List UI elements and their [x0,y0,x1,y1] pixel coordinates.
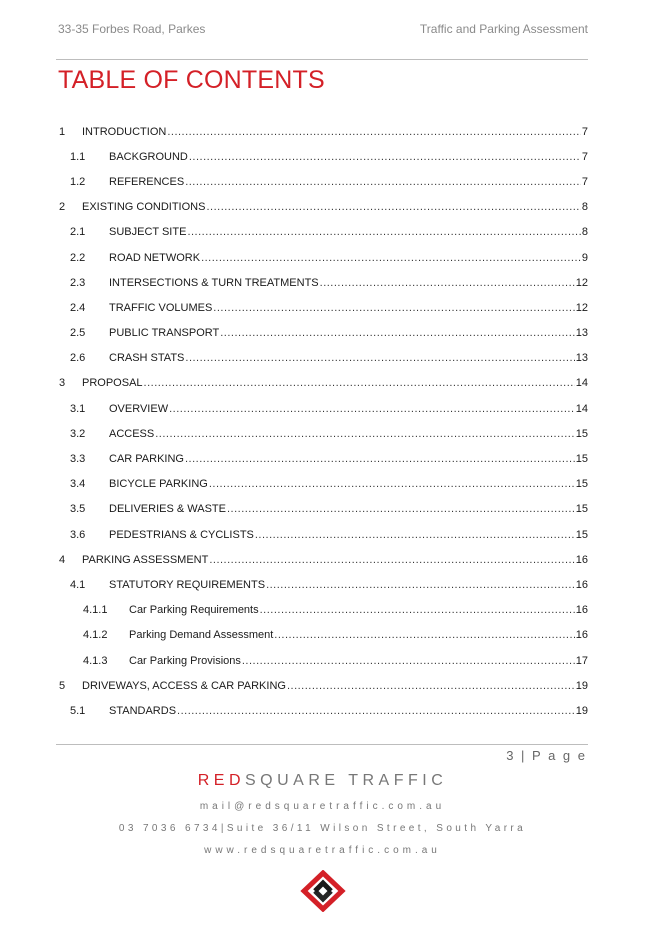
toc-entry-page: 15 [575,453,588,466]
toc-entry-page: 12 [575,301,588,314]
toc-entry-line [109,453,588,465]
toc-entry[interactable] [56,598,588,623]
toc-entry-number: 1 [59,125,66,138]
toc-dot-leader [320,277,575,289]
toc-entry-line [82,680,588,692]
toc-dot-leader [206,201,580,213]
toc-dot-leader [242,655,575,667]
toc-entry-line [82,554,588,566]
toc-entry-page: 7 [581,175,588,188]
toc-entry-number: 2 [59,201,66,214]
footer-address: 03 7036 6734|Suite 36/11 Wilson Street, South Yarra [118,823,527,834]
toc-entry-title: TRAFFIC VOLUMES [109,301,213,314]
toc-entry[interactable] [56,497,588,522]
toc-entry-line [109,529,588,541]
toc-entry[interactable] [56,270,588,295]
toc-entry-line [109,352,588,364]
toc-entry-number: 2.1 [70,226,86,239]
toc-entry-title: SUBJECT SITE [109,226,187,239]
toc-entry-page: 15 [575,528,588,541]
toc-entry-line [129,629,588,641]
toc-entry[interactable] [56,321,588,346]
toc-entry-title: Car Parking Requirements [129,604,259,617]
toc-entry-page: 14 [575,402,588,415]
toc-dot-leader [144,377,575,389]
toc-entry-line [109,277,588,289]
toc-entry-line [82,201,588,213]
page-number: 3 | P a g e [506,748,587,763]
toc-dot-leader [189,151,581,163]
toc-entry-number: 4 [59,553,66,566]
toc-entry-page: 19 [575,704,588,717]
toc-dot-leader [209,478,575,490]
toc-entry[interactable] [56,371,588,396]
toc-entry-number: 2.2 [70,251,86,264]
toc-dot-leader [213,302,574,314]
toc-entry-number: 5.1 [70,704,86,717]
toc-dot-leader [201,252,581,264]
toc-dot-leader [260,604,575,616]
toc-entry-title: INTRODUCTION [82,125,167,138]
toc-entry-number: 4.1.3 [83,654,108,667]
toc-entry[interactable] [56,472,588,497]
toc-entry-page: 7 [581,125,588,138]
toc-entry-number: 2.5 [70,327,86,340]
header-divider [56,59,588,60]
toc-entry-line [109,252,588,264]
toc-entry[interactable] [56,220,588,245]
toc-entry[interactable] [56,245,588,270]
toc-entry-number: 3.6 [70,528,86,541]
toc-dot-leader [255,529,575,541]
toc-entry[interactable] [56,295,588,320]
toc-entry-number: 3.1 [70,402,86,415]
toc-entry[interactable] [56,346,588,371]
toc-entry-page: 15 [575,478,588,491]
toc-entry[interactable] [56,446,588,471]
toc-entry-line [109,579,588,591]
toc-entry-title: INTERSECTIONS & TURN TREATMENTS [109,276,319,289]
toc-dot-leader [167,126,581,138]
toc-entry-page: 14 [575,377,588,390]
toc-entry-number: 3 [59,377,66,390]
toc-entry[interactable] [56,195,588,220]
toc-entry[interactable] [56,421,588,446]
toc-entry-number: 4.1 [70,578,86,591]
toc-entry-page: 7 [581,150,588,163]
toc-entry[interactable] [56,648,588,673]
toc-entry-page: 12 [575,276,588,289]
header-address: 33-35 Forbes Road, Parkes [58,22,206,36]
toc-entry[interactable] [56,547,588,572]
toc-entry[interactable] [56,623,588,648]
toc-entry-title: DRIVEWAYS, ACCESS & CAR PARKING [82,679,286,692]
footer-divider [56,744,588,745]
toc-dot-leader [169,403,575,415]
table-of-contents [56,119,588,724]
toc-entry[interactable] [56,144,588,169]
brand-name-rest: SQUARE TRAFFIC [245,772,448,789]
toc-dot-leader [227,503,575,515]
toc-entry-title: Car Parking Provisions [129,654,241,667]
page-title: TABLE OF CONTENTS [58,66,325,94]
toc-dot-leader [185,453,575,465]
toc-entry[interactable] [56,698,588,723]
toc-dot-leader [287,680,575,692]
brand-name [0,772,645,790]
toc-entry-line [109,428,588,440]
footer-email: mail@redsquaretraffic.com.au [199,801,446,812]
toc-entry[interactable] [56,522,588,547]
toc-entry-line [82,126,588,138]
toc-entry-line [109,151,588,163]
toc-entry-title: ACCESS [109,427,155,440]
toc-entry-line [129,604,588,616]
toc-entry-number: 2.3 [70,276,86,289]
toc-entry-title: BICYCLE PARKING [109,478,208,491]
toc-entry-line [109,403,588,415]
toc-entry-line [109,478,588,490]
toc-entry-number: 2.4 [70,301,86,314]
toc-dot-leader [177,705,575,717]
toc-entry-title: REFERENCES [109,175,185,188]
toc-entry-page: 16 [575,604,588,617]
toc-entry-title: Parking Demand Assessment [129,629,274,642]
toc-entry-page: 17 [575,654,588,667]
toc-entry-title: PUBLIC TRANSPORT [109,327,220,340]
toc-entry-title: CAR PARKING [109,453,184,466]
toc-entry-page: 15 [575,427,588,440]
toc-dot-leader [187,226,580,238]
toc-entry-number: 3.5 [70,503,86,516]
toc-entry-line [109,327,588,339]
toc-dot-leader [185,176,581,188]
toc-entry-line [109,705,588,717]
toc-entry-number: 4.1.2 [83,629,108,642]
toc-entry-line [109,302,588,314]
toc-dot-leader [266,579,575,591]
toc-entry-page: 16 [575,553,588,566]
toc-entry-line [109,226,588,238]
toc-entry[interactable] [56,119,588,144]
toc-entry[interactable] [56,572,588,597]
toc-entry-page: 16 [575,629,588,642]
toc-entry-title: DELIVERIES & WASTE [109,503,226,516]
header-document-title: Traffic and Parking Assessment [419,22,588,36]
toc-entry-page: 9 [581,251,588,264]
toc-dot-leader [220,327,575,339]
toc-entry-line [129,655,588,667]
toc-entry-number: 3.4 [70,478,86,491]
toc-dot-leader [155,428,575,440]
toc-entry-title: STANDARDS [109,704,177,717]
toc-entry-page: 8 [581,226,588,239]
toc-entry-page: 13 [575,327,588,340]
footer-website: www.redsquaretraffic.com.au [204,845,441,856]
toc-entry-line [109,503,588,515]
toc-entry-number: 2.6 [70,352,86,365]
toc-entry-number: 3.2 [70,427,86,440]
toc-entry-page: 8 [581,201,588,214]
toc-entry-title: PROPOSAL [82,377,143,390]
toc-entry-title: PEDESTRIANS & CYCLISTS [109,528,254,541]
toc-entry-line [82,377,588,389]
toc-entry-title: BACKGROUND [109,150,188,163]
toc-entry-page: 19 [575,679,588,692]
toc-dot-leader [274,629,574,641]
toc-entry[interactable] [56,673,588,698]
toc-entry-title: CRASH STATS [109,352,185,365]
toc-entry-title: STATUTORY REQUIREMENTS [109,578,266,591]
toc-entry-number: 1.1 [70,150,86,163]
toc-entry[interactable] [56,396,588,421]
toc-entry-number: 4.1.1 [83,604,108,617]
toc-entry-title: EXISTING CONDITIONS [82,201,206,214]
toc-entry[interactable] [56,169,588,194]
toc-entry-title: PARKING ASSESSMENT [82,553,209,566]
toc-entry-number: 5 [59,679,66,692]
toc-entry-page: 15 [575,503,588,516]
toc-entry-page: 16 [575,578,588,591]
toc-dot-leader [185,352,574,364]
brand-name-red: RED [197,772,245,789]
redsquare-diamond-logo-icon [300,870,346,912]
toc-entry-title: OVERVIEW [109,402,169,415]
toc-entry-number: 3.3 [70,453,86,466]
toc-entry-page: 13 [575,352,588,365]
toc-entry-line [109,176,588,188]
toc-entry-number: 1.2 [70,175,86,188]
toc-entry-title: ROAD NETWORK [109,251,201,264]
toc-dot-leader [209,554,574,566]
